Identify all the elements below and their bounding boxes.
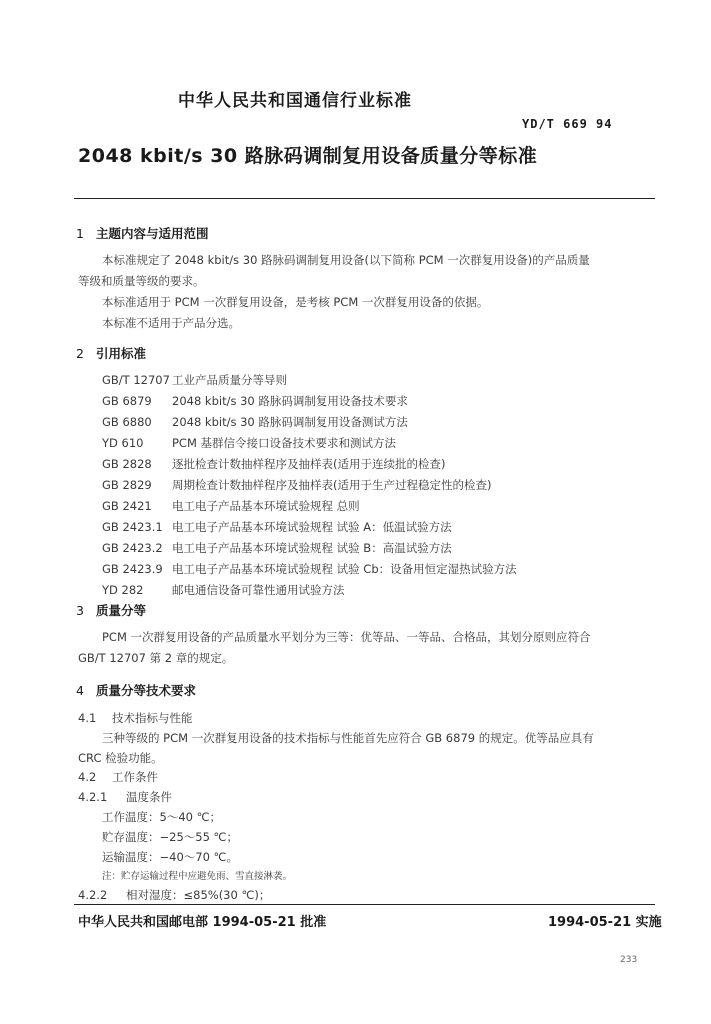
subsection-number: 4.2 <box>78 770 97 784</box>
section-3-heading <box>76 601 146 619</box>
note: 注：贮存运输过程中应避免雨、雪直接淋袭。 <box>102 871 293 882</box>
section-title: 引用标准 <box>96 346 147 361</box>
subsection-number: 4.2.1 <box>78 790 108 804</box>
section-number: 3 <box>76 603 84 618</box>
reference-item <box>102 582 345 598</box>
paragraph: 本标准不适用于产品分选。 <box>102 316 240 330</box>
reference-code: GB 2829 <box>102 478 152 492</box>
subsection-4-2-2-heading <box>78 887 270 903</box>
section-4-heading <box>76 681 196 699</box>
document-title: 2048 kbit/s 30 路脉码调制复用设备质量分等标准 <box>78 145 538 167</box>
reference-title: 电工电子产品基本环境试验规程 试验 A：低温试验方法 <box>172 520 452 534</box>
reference-item <box>102 435 396 451</box>
section-title: 质量分等 <box>96 603 147 618</box>
reference-code: GB 2421 <box>102 499 152 513</box>
temperature-transport: 运输温度：−40～70 ℃。 <box>102 850 238 864</box>
reference-item <box>102 519 452 535</box>
standard-code: YD/T 669 94 <box>522 117 613 131</box>
reference-code: GB 6880 <box>102 415 152 429</box>
footer-divider <box>74 904 655 905</box>
section-title: 质量分等技术要求 <box>96 683 197 698</box>
reference-title: 工业产品质量分等导则 <box>172 373 287 387</box>
paragraph: 本标准规定了 2048 kbit/s 30 路脉码调制复用设备(以下简称 PCM 一次群复用设备)的产品质量 <box>102 253 590 267</box>
section-number: 4 <box>76 683 84 698</box>
reference-item <box>102 477 491 493</box>
reference-code: GB 6879 <box>102 394 152 408</box>
implementation-date: 1994-05-21 实施 <box>548 915 662 930</box>
approval-line: 中华人民共和国邮电部 1994-05-21 批准 <box>78 915 327 930</box>
reference-title: 电工电子产品基本环境试验规程 试验 B：高温试验方法 <box>172 541 452 555</box>
subsection-4-2-heading <box>78 769 158 785</box>
reference-title: 2048 kbit/s 30 路脉码调制复用设备测试方法 <box>172 415 408 429</box>
paragraph: GB/T 12707 第 2 章的规定。 <box>78 651 234 665</box>
header-divider <box>74 198 655 199</box>
reference-code: GB 2828 <box>102 457 152 471</box>
reference-item <box>102 561 517 577</box>
reference-item <box>102 372 287 388</box>
subsection-title: 温度条件 <box>126 790 172 804</box>
paragraph: 三种等级的 PCM 一次群复用设备的技术指标与性能首先应符合 GB 6879 的规定。优等品应具有 <box>102 731 594 745</box>
section-1-heading <box>76 224 209 242</box>
paragraph: CRC 检验功能。 <box>78 751 163 765</box>
reference-title: 电工电子产品基本环境试验规程 试验 Cb：设备用恒定湿热试验方法 <box>172 562 517 576</box>
reference-title: 逐批检查计数抽样程序及抽样表(适用于连续批的检查) <box>172 457 446 471</box>
reference-title: 周期检查计数抽样程序及抽样表(适用于生产过程稳定性的检查) <box>172 478 492 492</box>
subsection-4-1-heading <box>78 710 193 726</box>
paragraph: 本标准适用于 PCM 一次群复用设备，是考核 PCM 一次群复用设备的依据。 <box>102 295 489 309</box>
subsection-4-2-1-heading <box>78 789 172 805</box>
section-number: 1 <box>76 226 84 241</box>
reference-code: YD 610 <box>102 436 144 450</box>
subsection-number: 4.1 <box>78 711 97 725</box>
reference-title: 2048 kbit/s 30 路脉码调制复用设备技术要求 <box>172 394 408 408</box>
subsection-title: 技术指标与性能 <box>112 711 193 725</box>
reference-item <box>102 540 452 556</box>
reference-code: GB 2423.9 <box>102 562 163 576</box>
reference-item <box>102 393 408 409</box>
subsection-title: 相对湿度：≤85%(30 ℃)； <box>126 888 271 902</box>
section-number: 2 <box>76 346 84 361</box>
page-number: 233 <box>620 955 638 965</box>
reference-title: 电工电子产品基本环境试验规程 总则 <box>172 499 360 513</box>
subsection-title: 工作条件 <box>112 770 158 784</box>
reference-title: PCM 基群信令接口设备技术要求和测试方法 <box>172 436 397 450</box>
reference-item <box>102 498 360 514</box>
reference-code: GB/T 12707 <box>102 373 170 387</box>
reference-item <box>102 414 408 430</box>
paragraph: 等级和质量等级的要求。 <box>78 274 205 288</box>
subsection-number: 4.2.2 <box>78 888 108 902</box>
reference-code: YD 282 <box>102 583 144 597</box>
temperature-operating: 工作温度：5～40 ℃； <box>102 810 222 824</box>
section-title: 主题内容与适用范围 <box>96 226 209 241</box>
reference-code: GB 2423.1 <box>102 520 163 534</box>
reference-item <box>102 456 445 472</box>
section-2-heading <box>76 344 146 362</box>
reference-code: GB 2423.2 <box>102 541 163 555</box>
issuing-organization: 中华人民共和国通信行业标准 <box>178 91 412 111</box>
paragraph: PCM 一次群复用设备的产品质量水平划分为三等：优等品、一等品、合格品，其划分原则应符合 <box>102 630 591 644</box>
temperature-storage: 贮存温度：−25～55 ℃； <box>102 830 238 844</box>
reference-title: 邮电通信设备可靠性通用试验方法 <box>172 583 345 597</box>
